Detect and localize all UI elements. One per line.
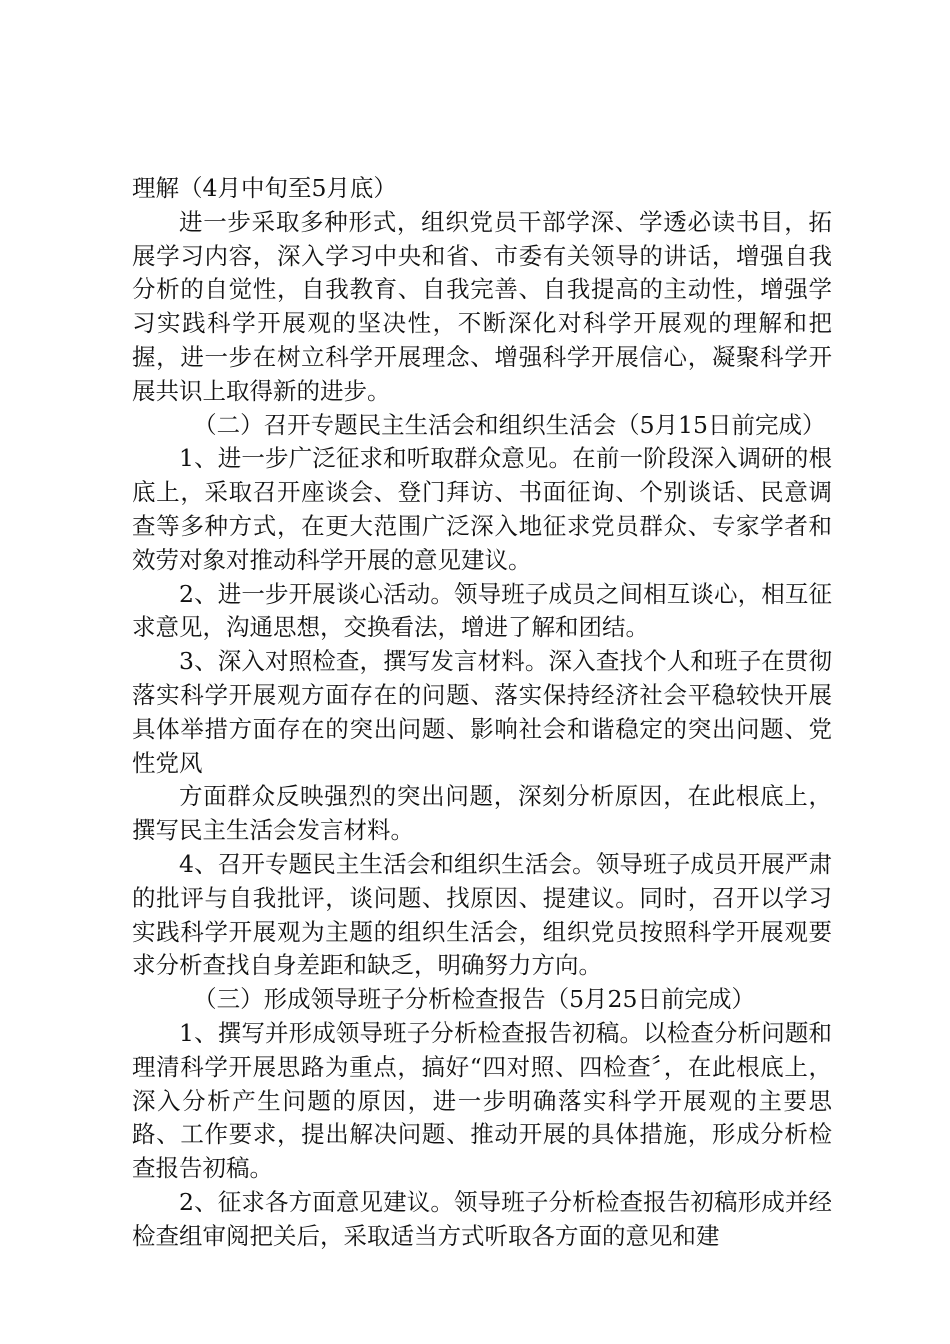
paragraph-continuation: 理解（4月中旬至5月底） [132,174,397,202]
paragraph-item-3-cont: 方面群众反映强烈的突出问题，深刻分析原因，在此根底上，撰写民主生活会发言材料。 [132,782,832,845]
paragraph-item-1: 1、进一步广泛征求和听取群众意见。在前一阶段深入调研的根底上，采取召开座谈会、登门拜访、书面征询、个别谈话、民意调查等多种方式，在更大范围广泛深入地征求党员群众、专家学者和效劳对象对推动科学开展的意见建议。 [132,444,832,574]
paragraph-item-3: 3、深入对照检查，撰写发言材料。深入查找个人和班子在贯彻落实科学开展观方面存在的问题、落实保持经济社会平稳较快开展具体举措方面存在的突出问题、影响社会和谐稳定的突出问题、党性党风 [132,647,832,777]
document-page [132,172,832,1254]
paragraph-report-item-2: 2、征求各方面意见建议。领导班子分析检查报告初稿形成并经检查组审阅把关后，采取适当方式听取各方面的意见和建 [132,1187,832,1250]
section-heading-2: （二）召开专题民主生活会和组织生活会（5月15日前完成） [193,410,826,439]
paragraph-item-2: 2、进一步开展谈心活动。领导班子成员之间相互谈心，相互征求意见，沟通思想，交换看法，增进了解和团结。 [132,579,832,642]
paragraph-report-item-1: 1、撰写并形成领导班子分析检查报告初稿。以检查分析问题和理清科学开展思路为重点，搞好“四对照、四检查〞，在此根底上，深入分析产生问题的原因，进一步明确落实科学开展观的主要思路、工作要求，提出解决问题、推动开展的具体措施，形成分析检查报告初稿。 [132,1018,832,1183]
paragraph-item-4: 4、召开专题民主生活会和组织生活会。领导班子成员开展严肃的批评与自我批评，谈问题、找原因、提建议。同时，召开以学习实践科学开展观为主题的组织生活会，组织党员按照科学开展观要求分析查找自身差距和缺乏，明确努力方向。 [132,849,832,980]
section-heading-3: （三）形成领导班子分析检查报告（5月25日前完成） [193,985,755,1014]
paragraph-study-content: 进一步采取多种形式，组织党员干部学深、学透必读书目，拓展学习内容，深入学习中央和省、市委有关领导的讲话，增强自我分析的自觉性，自我教育、自我完善、自我提高的主动性，增强学习实践科学开展观的坚决性，不断深化对科学开展观的理解和把握，进一步在树立科学开展理念、增强科学开展信心，凝聚科学开展共识上取得新的进步。 [132,207,832,405]
